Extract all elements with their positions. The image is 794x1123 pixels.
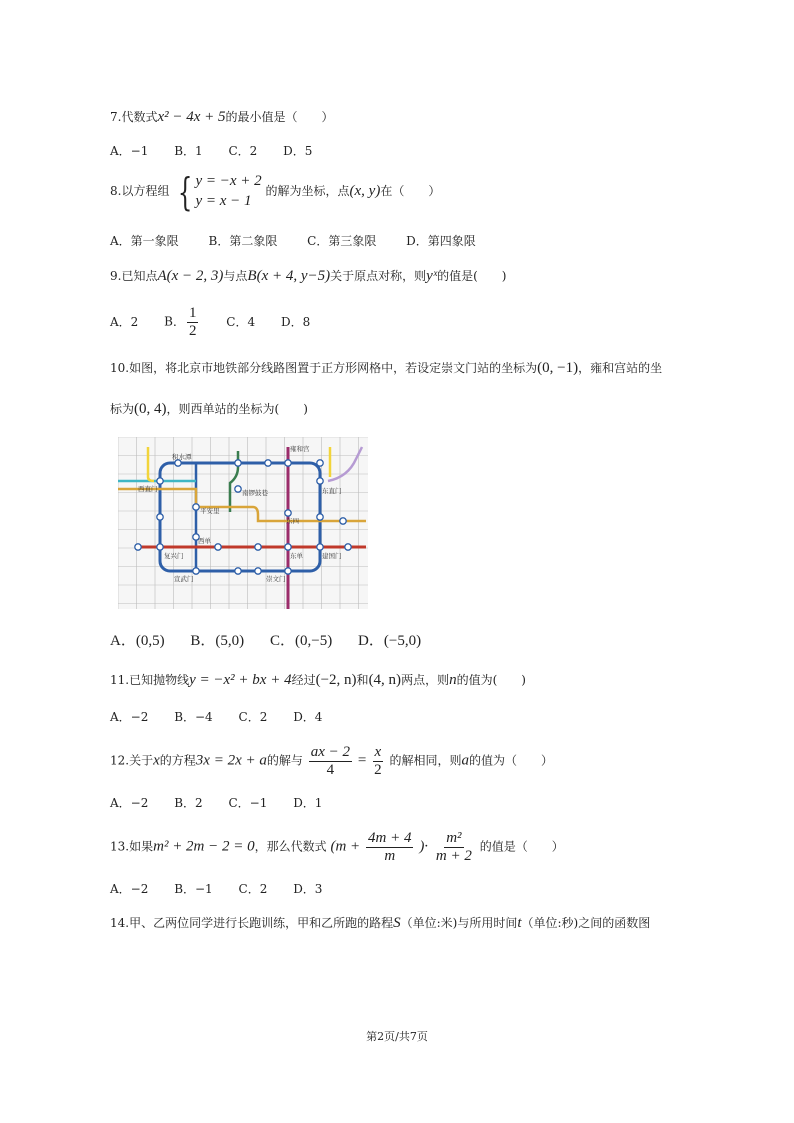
station-label: 宣武门 — [174, 575, 194, 583]
station-dot — [285, 510, 291, 516]
option-a[interactable]: A．−2 — [110, 710, 149, 724]
question-10-line-1: 10.如图，将北京市地铁部分线路图置于正方形网格中，若设定崇文门站的坐标为(0, −1)，雍和宫站的坐 — [110, 360, 663, 376]
point-2: (4, n) — [368, 672, 402, 688]
option-c[interactable]: C．第三象限 — [307, 234, 377, 248]
option-c[interactable]: C．4 — [226, 314, 256, 329]
question-11: 11.已知抛物线y = −x² + bx + 4经过(−2, n)和(4, n)两点，则n的值为( ) — [110, 672, 526, 688]
station-dot — [215, 544, 221, 550]
question-14: 14.甲、乙两位同学进行长跑训练，甲和乙所跑的路程S（单位:米)与所用时间t（单位:秒)之间的函数图 — [110, 915, 651, 931]
equation-1: 3x = 2x + a — [195, 752, 267, 769]
station-label: 东四 — [286, 517, 299, 525]
q9-expression: yˣ — [426, 268, 438, 284]
question-8-options — [110, 234, 502, 248]
station-dot — [235, 460, 241, 466]
station-label: 积水潭 — [172, 453, 192, 461]
left-brace-icon: { — [178, 169, 193, 214]
question-7: 7.代数式x² − 4x + 5的最小值是（ ） — [110, 109, 334, 125]
station-label: 崇文门 — [266, 575, 286, 583]
option-c[interactable]: C．(0,−5) — [269, 633, 333, 649]
station-dot — [193, 568, 199, 574]
station-dot — [157, 544, 163, 550]
option-d[interactable]: D．(−5,0) — [358, 633, 422, 649]
station-dot — [285, 460, 291, 466]
station-dot — [285, 544, 291, 550]
station-dot — [317, 460, 323, 466]
option-d[interactable]: D．3 — [293, 882, 323, 896]
station-label: 平安里 — [200, 507, 220, 515]
page-footer: 第2页/共7页 — [366, 1030, 428, 1043]
station-dot — [345, 544, 351, 550]
station-dot — [255, 544, 261, 550]
station-dot — [235, 568, 241, 574]
station-dot — [285, 568, 291, 574]
fraction-2: $\frac{x}{2}$ — [374, 744, 382, 778]
question-7-options — [110, 144, 334, 158]
station-label: 建国门 — [322, 552, 342, 560]
question-9-options — [110, 305, 332, 339]
parabola-expression: y = −x² + bx + 4 — [189, 672, 292, 688]
q7-expression: x² − 4x + 5 — [157, 109, 226, 125]
station-dot — [317, 544, 323, 550]
question-12-options — [110, 796, 344, 810]
option-b[interactable]: B．2 — [174, 796, 203, 810]
question-11-options — [110, 710, 344, 724]
option-a[interactable]: A．−2 — [110, 796, 149, 810]
station-label: 复兴门 — [164, 552, 184, 560]
question-13-options — [110, 882, 344, 896]
point-1: (−2, n) — [315, 672, 357, 688]
station-label: 南锣鼓巷 — [242, 489, 268, 497]
option-c[interactable]: C．2 — [228, 144, 258, 158]
station-dot — [317, 514, 323, 520]
option-d[interactable]: D．5 — [283, 144, 313, 158]
fraction-1: $\frac{4m + 4}{m}$ — [368, 830, 412, 864]
station-dot — [317, 478, 323, 484]
station-dot — [135, 544, 141, 550]
equation-1: y = −x + 2 — [195, 173, 262, 189]
option-b[interactable]: B．(5,0) — [190, 633, 245, 649]
option-c[interactable]: C．−1 — [228, 796, 268, 810]
station-dot — [255, 568, 261, 574]
station-label: 东直门 — [322, 487, 342, 495]
coord-chongwenmen: (0, −1) — [537, 360, 579, 376]
option-a[interactable]: A．(0,5) — [110, 633, 165, 649]
station-dot — [340, 518, 346, 524]
option-d[interactable]: D．8 — [280, 314, 311, 329]
station-label: 西单 — [198, 537, 211, 545]
station-label: 雍和宫 — [290, 445, 310, 453]
question-8: 8.以方程组 { y = −x + 2 y = x − 1 的解为坐标，点(x, y)在（ ） — [110, 169, 441, 214]
point-a: A(x − 2, 3) — [157, 268, 224, 284]
equation-system — [173, 169, 262, 214]
condition-equation: m² + 2m − 2 = 0 — [153, 838, 255, 855]
point-b: B(x + 4, y−5) — [247, 268, 331, 284]
option-c[interactable]: C．2 — [238, 882, 268, 896]
fraction-1: $\frac{ax - 2}{4}$ — [310, 744, 350, 778]
option-a[interactable]: A．2 — [110, 314, 139, 329]
option-d[interactable]: D．第四象限 — [406, 234, 476, 248]
fraction-one-half: $\frac{1}{2}$ — [188, 305, 197, 339]
equation-2: y = x − 1 — [195, 192, 252, 209]
option-d[interactable]: D．4 — [293, 710, 323, 724]
question-12: 12.关于x的方程3x = 2x + a的解与 $\frac{ax - 2}{4}$ = $\frac{x}{2}$ 的解相同，则a的值为（ ） — [110, 744, 553, 778]
question-10-options — [110, 632, 443, 650]
station-dot — [157, 514, 163, 520]
station-label: 东单 — [290, 552, 303, 560]
question-13: 13.如果m² + 2m − 2 = 0，那么代数式 (m + $\frac{4m + 4}{m}$ )· $\frac{\text{m²}}{m + 2}$ 的值是（ ） — [110, 830, 564, 864]
option-a[interactable]: A．第一象限 — [110, 234, 179, 248]
station-dot — [235, 486, 241, 492]
option-b[interactable]: B．−4 — [174, 710, 213, 724]
option-b[interactable]: B．第二象限 — [208, 234, 278, 248]
point-xy: (x, y) — [349, 183, 381, 199]
coord-yonghegong: (0, 4) — [134, 401, 167, 417]
option-b[interactable]: B．−1 — [174, 882, 213, 896]
station-label: 西直门 — [138, 485, 158, 493]
question-9: 9.已知点A(x − 2, 3)与点B(x + 4, y−5)关于原点对称，则yˣ的值是( ) — [110, 268, 507, 284]
option-a[interactable]: A．−2 — [110, 882, 149, 896]
question-10-line-2: 标为(0, 4)，则西单站的坐标为( ) — [110, 401, 308, 417]
station-dot — [157, 478, 163, 484]
subway-map-figure — [118, 437, 368, 609]
option-d[interactable]: D．1 — [293, 796, 323, 810]
option-a[interactable]: A．−1 — [110, 144, 149, 158]
fraction-2: $\frac{\text{m²}}{m + 2}$ — [435, 830, 472, 864]
station-dot — [193, 504, 199, 510]
option-b[interactable]: B．1 — [174, 144, 203, 158]
option-c[interactable]: C．2 — [238, 710, 268, 724]
option-b[interactable]: B． $\frac{1}{2}$ — [164, 305, 197, 339]
station-dot — [265, 460, 271, 466]
